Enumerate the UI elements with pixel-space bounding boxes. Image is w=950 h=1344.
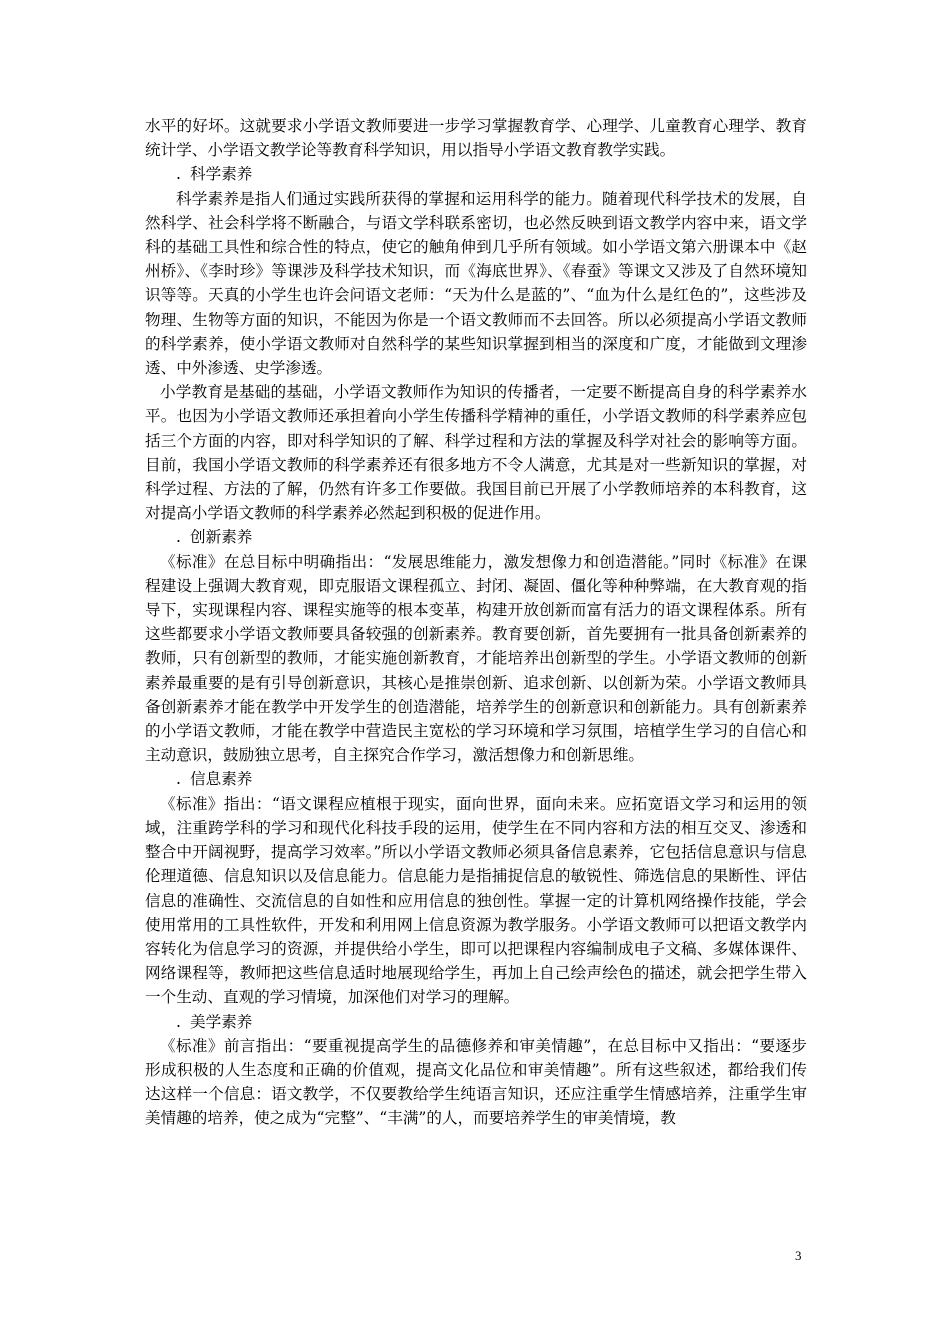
paragraph-innovation-literacy: 《标准》在总目标中明确指出：“发展思维能力，激发想像力和创造潜能。”同时《标准》在课程建设上强调大教育观，即克服语文课程孤立、封闭、凝固、僵化等种种弊端，在大教育观的指导下，实现课程内容、课程实施等的根本变革，构建开放创新而富有活力的语文课程体系。所有这些都要求小学语文教师要具备较强的创新素养。教育要创新，首先要拥有一批具备创新素养的教师，只有创新型的教师，才能实施创新教育，才能培养出创新型的学生。小学语文教师的创新素养最重要的是有引导创新意识，其核心是推崇创新、追求创新、以创新为荣。小学语文教师具备创新素养才能在教学中开发学生的创造潜能，培养学生的创新意识和创新能力。具有创新素养的小学语文教师，才能在教学中营造民主宽松的学习环境和学习氛围，培植学生学习的自信心和主动意识，鼓励独立思考，自主探究合作学习，激活想像力和创新思维。: [145, 552, 807, 765]
heading-marker: .: [176, 770, 181, 789]
heading-information-literacy: . 信息素养: [145, 767, 807, 791]
heading-marker: .: [176, 528, 181, 547]
paragraph-science-literacy-2: 小学教育是基础的基础，小学语文教师作为知识的传播者，一定要不断提高自身的科学素养水平。也因为小学语文教师还承担着向小学生传播科学精神的重任，小学语文教师的科学素养应包括三个方面的内容，即对科学知识的了解、科学过程和方法的掌握及科学对社会的影响等方面。目前，我国小学语文教师的科学素养还有很多地方不令人满意，尤其是对一些新知识的掌握，对科学过程、方法的了解，仍然有许多工作要做。我国目前已开展了小学教师培养的本科教育，这对提高小学语文教师的科学素养必然起到积极的促进作用。: [145, 383, 807, 523]
heading-science-literacy: . 科学素养: [145, 162, 807, 186]
paragraph-education-science: 水平的好坏。这就要求小学语文教师要进一步学习掌握教育学、心理学、儿童教育心理学、教育统计学、小学语文教学论等教育科学知识，用以指导小学语文教育教学实践。: [145, 117, 807, 160]
heading-marker: .: [176, 165, 181, 184]
heading-innovation-literacy: . 创新素养: [145, 525, 807, 549]
paragraph-aesthetic-literacy: 《标准》前言指出：“要重视提高学生的品德修养和审美情趣”，在总目标中又指出：“要逐步形成积极的人生态度和正确的价值观，提高文化品位和审美情趣”。所有这些叙述，都给我们传达这样一个信息：语文教学，不仅要教给学生纯语言知识，还应注重学生情感培养，注重学生审美情趣的培养，使之成为“完整”、“丰满”的人，而要培养学生的审美情境，教: [145, 1036, 807, 1128]
paragraph-information-literacy: 《标准》指出：“语文课程应植根于现实，面向世界，面向未来。应拓宽语文学习和运用的领域，注重跨学科的学习和现代化科技手段的运用，使学生在不同内容和方法的相互交叉、渗透和整合中开阔视野，提高学习效率。”所以小学语文教师必须具备信息素养，它包括信息意识与信息伦理道德、信息知识以及信息能力。信息能力是指捕捉信息的敏锐性、筛选信息的果断性、评估信息的准确性、交流信息的自如性和应用信息的独创性。掌握一定的计算机网络操作技能，学会使用常用的工具性软件，开发和利用网上信息资源为教学服务。小学语文教师可以把语文教学内容转化为信息学习的资源，并提供给小学生，即可以把课程内容编制成电子文稿、多媒体课件、网络课程等，教师把这些信息适时地展现给学生，再加上自己绘声绘色的描述，就会把学生带入一个生动、直观的学习情境，加深他们对学习的理解。: [145, 794, 807, 1007]
paragraph-science-literacy-1: 科学素养是指人们通过实践所获得的掌握和运用科学的能力。随着现代科学技术的发展，自然科学、社会科学将不断融合，与语文学科联系密切，也必然反映到语文教学内容中来，语文学科的基础工具性和综合性的特点，使它的触角伸到几乎所有领域。如小学语文第六册课本中《赵州桥》、《李时珍》等课涉及科学技术知识，而《海底世界》、《春蚕》等课文又涉及了自然环境知识等等。天真的小学生也许会问语文老师：“天为什么是蓝的”、“血为什么是红色的”，这些涉及物理、生物等方面的知识，不能因为你是一个语文教师而不去回答。所以必须提高小学语文教师的科学素养，使小学语文教师对自然科学的某些知识掌握到相当的深度和广度，才能做到文理渗透、中外渗透、史学渗透。: [145, 189, 807, 378]
heading-marker: .: [176, 1012, 181, 1031]
heading-aesthetic-literacy: . 美学素养: [145, 1010, 807, 1034]
page-number: 3: [795, 1248, 802, 1263]
document-body: [145, 114, 807, 1131]
